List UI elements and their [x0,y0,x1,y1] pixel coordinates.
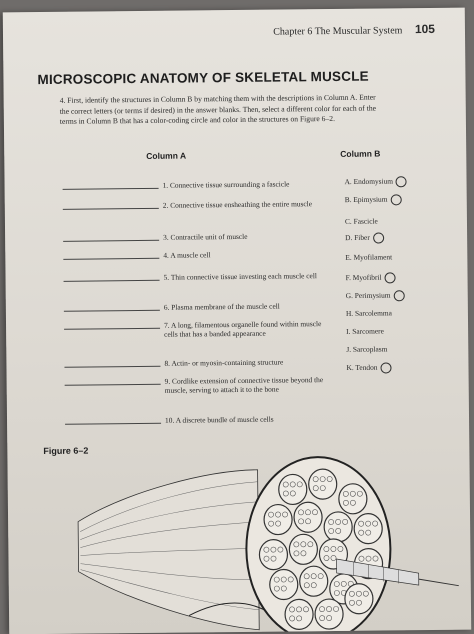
color-coding-circle-icon[interactable] [384,272,395,283]
figure-label: Figure 6–2 [43,446,88,456]
column-b-term-label: C. Fascicle [345,217,378,226]
column-b-list [3,8,465,13]
fascicle [300,566,328,596]
fascicle [294,502,322,532]
section-title: MICROSCOPIC ANATOMY OF SKELETAL MUSCLE [37,69,369,87]
color-coding-circle-icon[interactable] [396,176,407,187]
column-b-term-label: G. Perimysium [346,291,391,300]
answer-blank[interactable] [64,328,160,330]
column-b-term [345,194,402,206]
column-b-term-label: K. Tendon [346,363,377,372]
fascicle [270,569,298,599]
column-a-item: 2. Connective tissue ensheathing the entire muscle [163,199,333,210]
answer-blank[interactable] [63,188,159,190]
fascicle [259,539,287,569]
column-a-item: 3. Contractile unit of muscle [163,231,333,242]
column-b-term-label: A. Endomysium [344,177,393,187]
myofibril-strand [419,579,459,586]
muscle-belly [78,470,260,632]
color-coding-circle-icon[interactable] [373,232,384,243]
answer-blank[interactable] [65,423,161,425]
color-coding-circle-icon[interactable] [380,362,391,373]
column-a-item: 6. Plasma membrane of the muscle cell [164,301,334,312]
column-b-term-label: J. Sarcoplasm [346,344,387,353]
column-b-term-label: F. Myofibril [346,273,382,282]
column-a-item: 10. A discrete bundle of muscle cells [165,414,335,425]
column-b-term [346,344,387,353]
column-b-term-label: I. Sarcomere [346,326,384,335]
answer-blank[interactable] [64,366,160,368]
color-coding-circle-icon[interactable] [393,290,404,301]
column-a-item: 9. Cordlike extension of connective tissue beyond the muscle, serving to attach it to the bone [165,375,335,395]
answer-blank[interactable] [65,384,161,386]
fascicle [315,599,343,629]
answer-blank[interactable] [63,208,159,210]
instructions: 4. First, identify the structures in Column B by matching them with the descriptions in Column A. Enter the correct letters (or terms if desired) in the answer blanks. Then, select a different color for each of the terms in Column B that has a color-coding circle and color in the structures on Figure 6–2. [60,92,380,127]
column-a-item: 5. Thin connective tissue investing each muscle cell [163,271,333,282]
answer-blank[interactable] [64,280,160,282]
column-b-term-label: B. Epimysium [345,195,388,204]
answer-blank[interactable] [63,258,159,260]
column-a-item: 4. A muscle cell [163,249,333,260]
column-a-item: 8. Actin- or myosin-containing structure [164,357,334,368]
column-b-term [346,308,392,317]
worksheet-page [3,8,471,634]
column-b-term [346,326,384,335]
fascicle [339,484,367,514]
column-b-term [345,217,378,226]
page-number: 105 [415,22,435,36]
column-a-item: 7. A long, filamentous organelle found within muscle cells that has a banded appearance [164,319,334,339]
column-a-heading: Column A [146,151,186,161]
column-b-term [345,252,392,261]
column-b-term [346,272,396,284]
column-b-term [344,176,407,188]
fascicle [324,512,352,542]
column-a-item: 1. Connective tissue surrounding a fascicle [163,179,333,190]
color-coding-circle-icon[interactable] [390,194,401,205]
column-b-term [346,362,391,373]
column-a-list [3,8,465,13]
fascicle [309,469,337,499]
column-b-heading: Column B [340,148,380,158]
fascicle [264,504,292,534]
fascicle [279,474,307,504]
fascicle [285,599,313,629]
column-b-term-label: H. Sarcolemma [346,308,392,317]
column-b-term-label: D. Fiber [345,233,370,242]
page-header [273,22,435,38]
answer-blank[interactable] [64,310,160,312]
column-b-term [346,290,405,302]
column-b-term-label: E. Myofilament [345,252,392,261]
fascicle [289,534,317,564]
answer-blank[interactable] [63,240,159,242]
fascicle [345,584,373,614]
muscle-cross-section-figure [67,448,469,634]
fascicle [354,513,382,543]
column-b-term [345,232,384,243]
chapter-title: Chapter 6 The Muscular System [273,25,402,37]
